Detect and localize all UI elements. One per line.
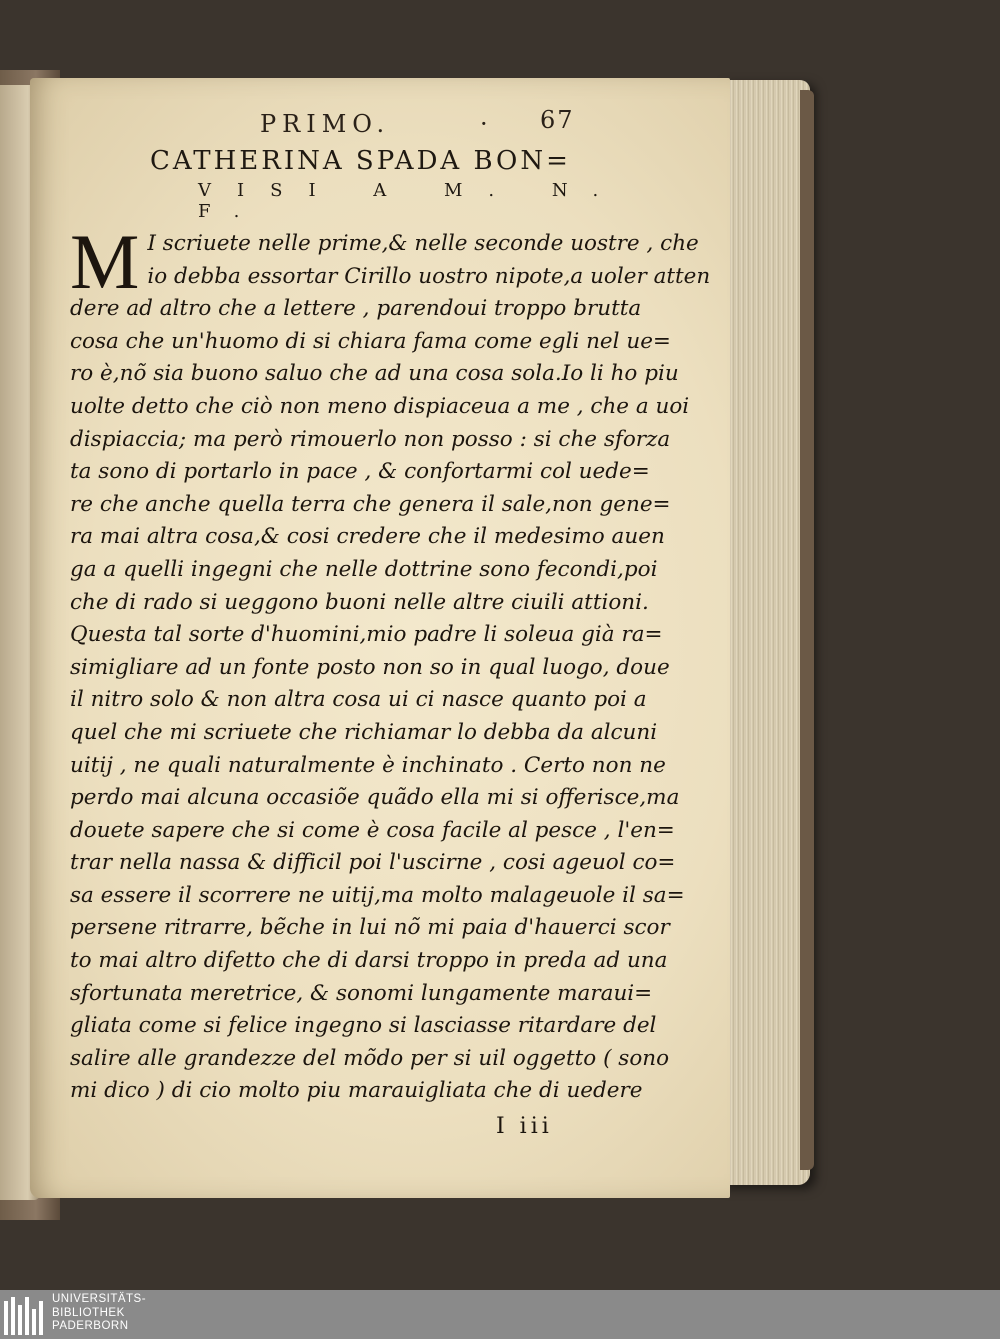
text-line: io debba essortar Cirillo uostro nipote,a uoler atten: [147, 263, 711, 289]
text-line: trar nella nassa & difficil poi l'uscirne , cosi ageuol co=: [70, 850, 676, 876]
drop-cap: M: [70, 218, 140, 305]
text-line: ta sono di portarlo in pace , & confortarmi col uede=: [70, 459, 650, 485]
letter-addressee: VISI A M. N. F.: [198, 180, 625, 222]
page-block-edge: [720, 80, 810, 1185]
text-line: simigliare ad un fonte posto non so in qual luogo, doue: [70, 654, 670, 680]
running-head: PRIMO.: [260, 110, 391, 138]
text-line: il nitro solo & non altra cosa ui ci nasce quanto poi a: [70, 687, 647, 713]
text-line: Questa tal sorte d'huomini,mio padre li soleua già ra=: [70, 622, 663, 648]
text-line: perdo mai alcuna occasiõe quãdo ella mi si offerisce,ma: [70, 785, 680, 811]
right-cover: [800, 90, 814, 1170]
text-line: persene ritrarre, bẽche in lui nõ mi paia d'hauerci scor: [70, 915, 670, 941]
text-line: salire alle grandezze del mõdo per si uil oggetto ( sono: [70, 1045, 670, 1071]
text-line: I scriuete nelle prime,& nelle seconde uostre , che: [147, 231, 699, 256]
page-text-area: [70, 106, 711, 1148]
library-name-line-3: PADERBORN: [52, 1320, 129, 1332]
text-line: dispiaccia; ma però rimouerlo non posso : si che sforza: [70, 426, 671, 452]
page-number: 67: [540, 106, 575, 134]
text-line: quel che mi scriuete che richiamar lo debba da alcuni: [70, 719, 658, 745]
text-line: ro è,nõ sia buono saluo che ad una cosa sola.Io li ho piu: [70, 361, 679, 387]
text-line: sa essere il scorrere ne uitij,ma molto malageuole il sa=: [70, 882, 685, 908]
text-line: dere ad altro che a lettere , parendoui troppo brutta: [70, 296, 642, 322]
letter-body: [70, 218, 711, 1108]
signature-mark: I iii: [496, 1114, 553, 1140]
text-line: che di rado si ueggono buoni nelle altre ciuili attioni.: [70, 589, 649, 615]
library-name: [52, 1293, 146, 1334]
text-line: to mai altro difetto che di darsi troppo in preda ad una: [70, 948, 668, 974]
text-line: mi dico ) di cio molto piu marauigliata che di uedere: [70, 1078, 643, 1104]
text-line: ga a quelli ingegni che nelle dottrine sono fecondi,poi: [70, 556, 658, 582]
library-name-line-2: BIBLIOTHEK: [52, 1306, 125, 1319]
text-line: douete sapere che si come è cosa facile al pesce , l'en=: [70, 817, 675, 843]
header-dot: ·: [480, 110, 494, 138]
text-line: uolte detto che ciò non meno dispiaceua a me , che a uoi: [70, 393, 690, 419]
text-line: gliata come si felice ingegno si lasciasse ritardare del: [70, 1013, 657, 1039]
text-line: sfortunata meretrice, & sonomi lungamente maraui=: [70, 980, 653, 1006]
library-name-line-1: UNIVERSITÄTS-: [52, 1293, 147, 1305]
text-line: cosa che un'huomo di si chiara fama come egli nel ue=: [70, 328, 671, 354]
letter-title: CATHERINA SPADA BON=: [150, 146, 571, 176]
library-footer: [0, 1290, 1000, 1339]
text-line: ra mai altra cosa,& cosi credere che il medesimo auen: [70, 524, 665, 550]
text-line: re che anche quella terra che genera il sale,non gene=: [70, 491, 671, 517]
page-header: [70, 106, 650, 146]
signature-line: [70, 1114, 650, 1148]
library-logo-icon: [4, 1295, 44, 1335]
text-line: uitij , ne quali naturalmente è inchinato . Certo non ne: [70, 752, 666, 778]
